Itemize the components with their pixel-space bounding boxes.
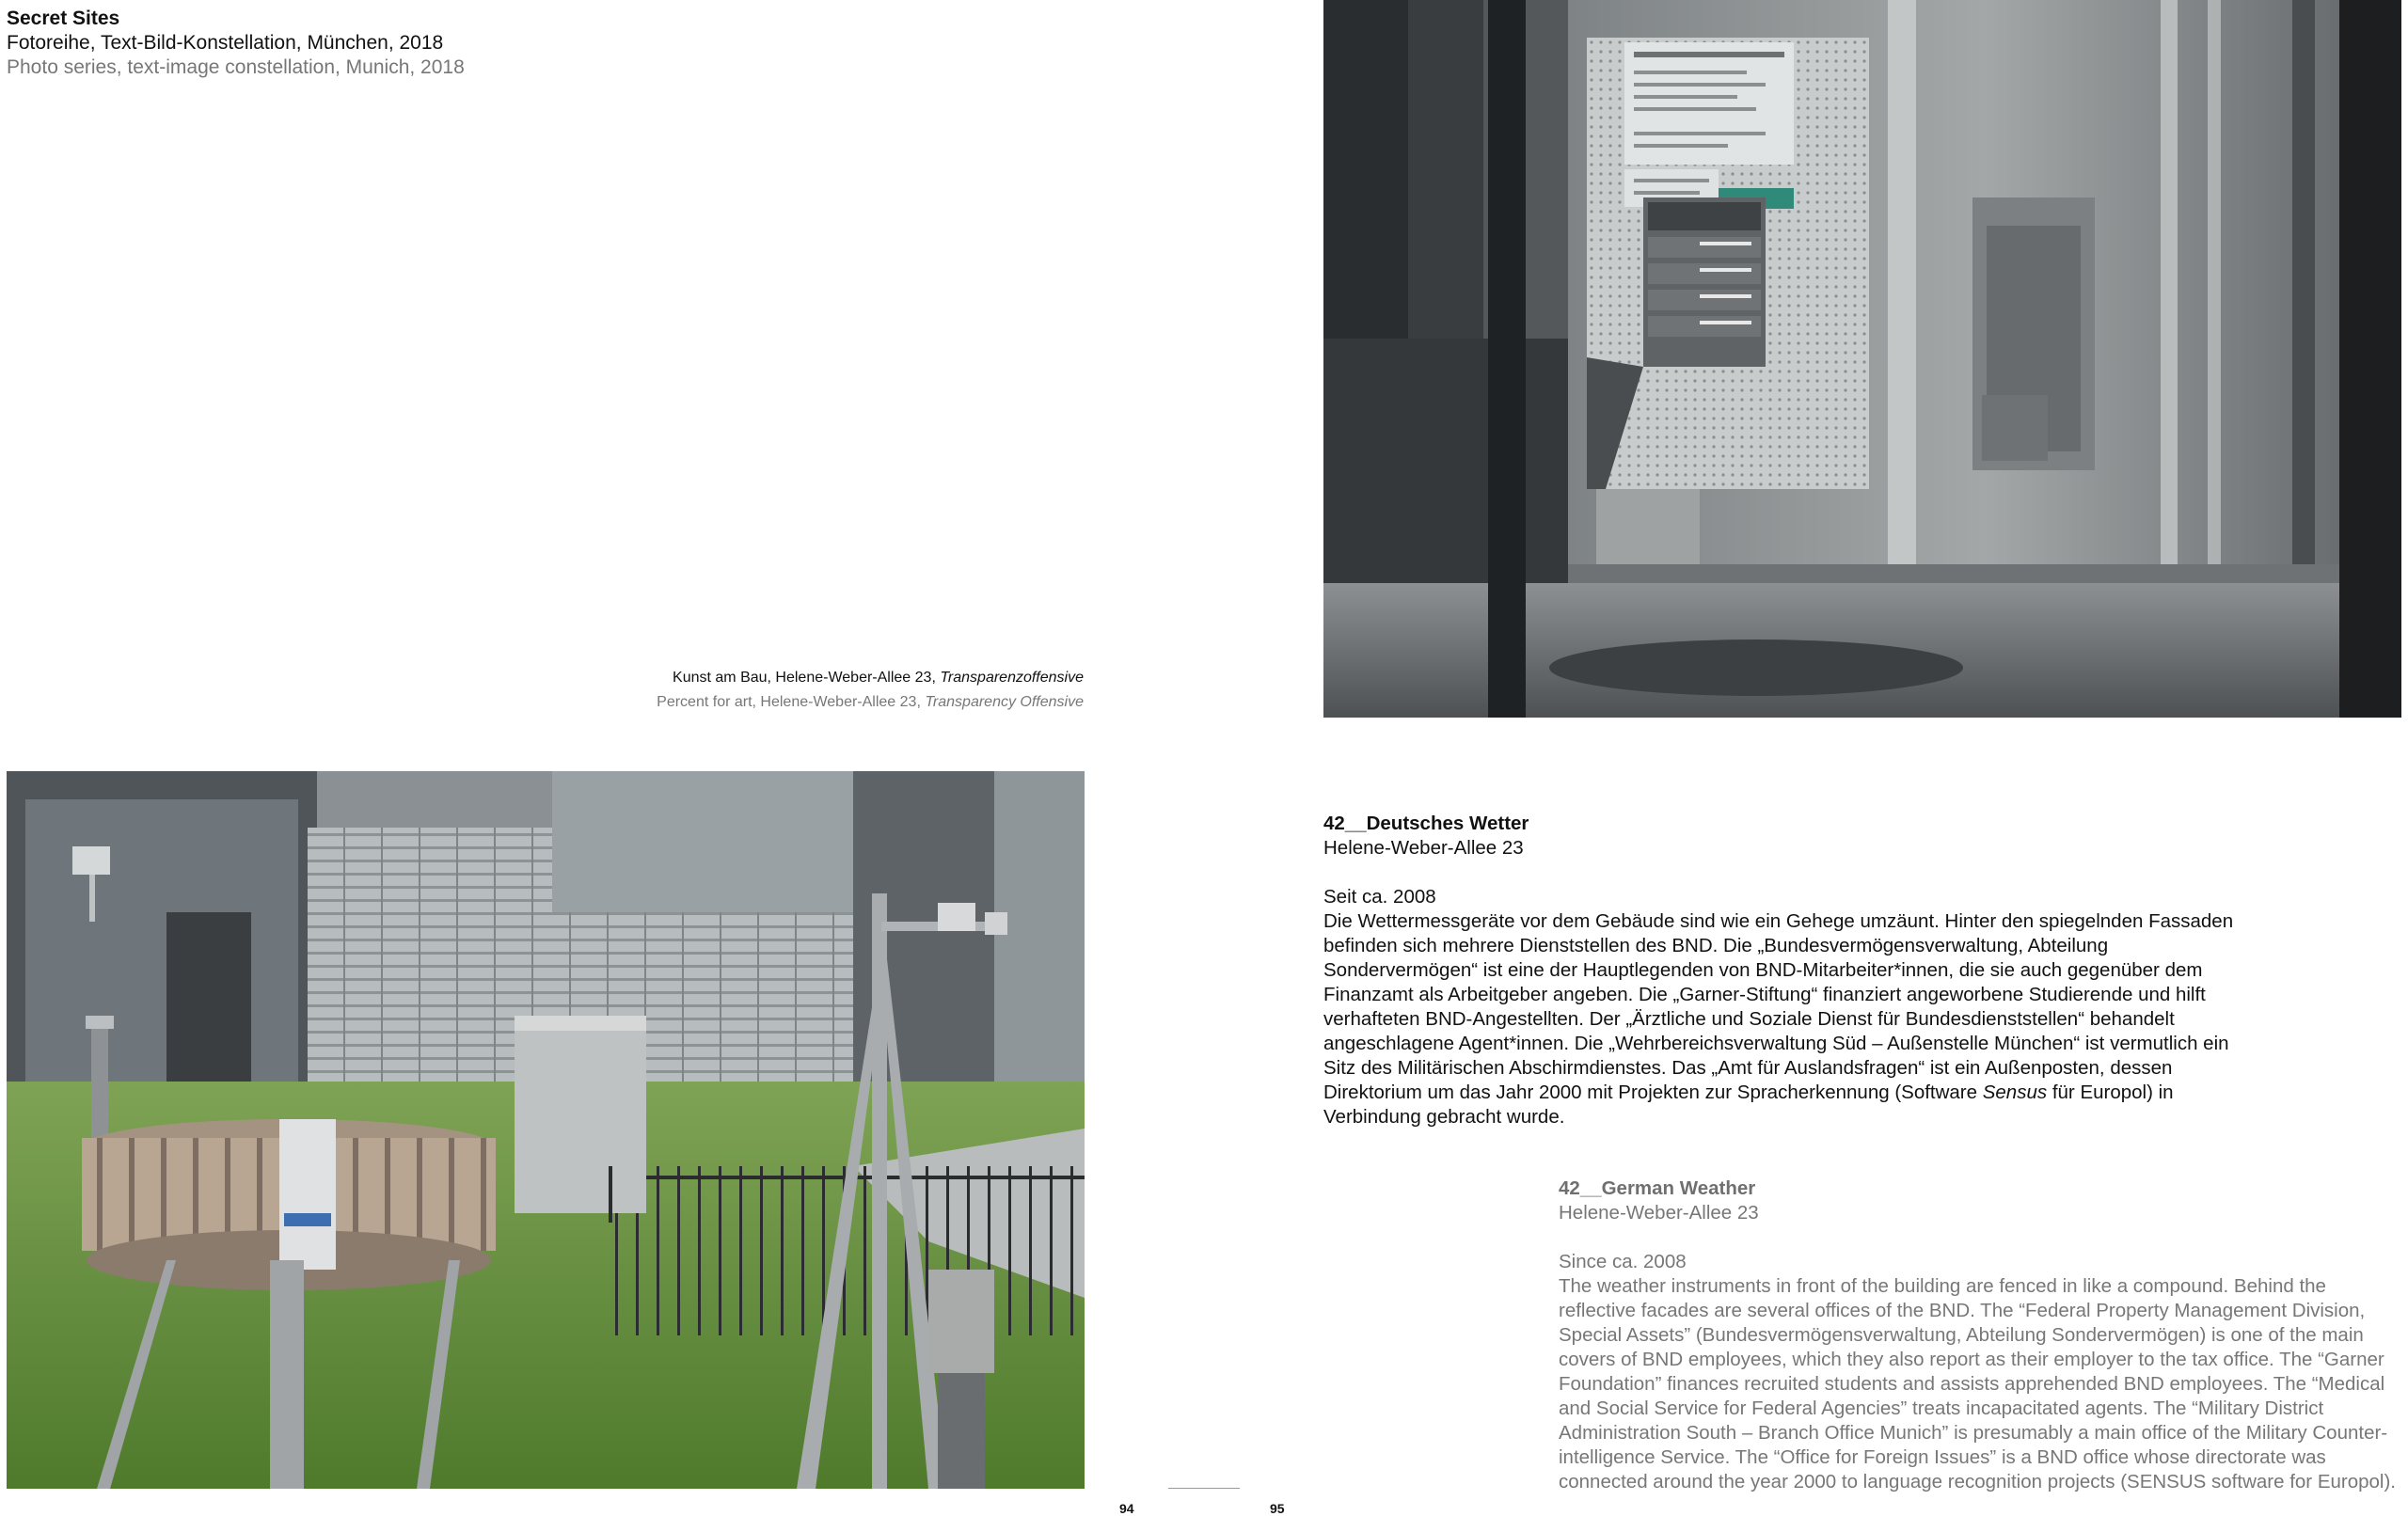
entry-de-since: Seit ca. 2008	[1323, 886, 1436, 908]
page-number-right: 95	[1270, 1501, 1285, 1516]
page-number-left: 94	[1119, 1501, 1134, 1516]
caption-de	[657, 666, 1084, 690]
entry-en-since: Since ca. 2008	[1559, 1251, 1687, 1272]
page-header	[7, 7, 465, 80]
caption-de-text: Kunst am Bau, Helene-Weber-Allee 23,	[673, 670, 941, 686]
entry-de	[1323, 812, 2245, 1129]
entry-de-body	[1323, 909, 2245, 1129]
entry-de-body-end: für Europol) in Verbindung gebracht wurde.	[1323, 1082, 2174, 1128]
photo-entrance-mailbox	[1323, 0, 2401, 718]
entry-de-title: 42__Deutsches Wetter	[1323, 813, 1529, 834]
photo-caption	[657, 666, 1084, 715]
caption-en-text: Percent for art, Helene-Weber-Allee 23,	[657, 694, 926, 710]
photo-weather-station	[7, 771, 1085, 1489]
entry-en-body: The weather instruments in front of the building are fenced in like a compound. Behind the reflective facades are several offices of the BND. The “Federal Property Management Division, Special Assets” (Bundesvermögensverwaltung, Abteilung Sondervermögen) is one of the main covers of BND employees, which they also report as their employer to the tax office. The “Garner Foundation” finances recruited students and assists apprehended BND employees. The “Medical and Social Service for Federal Agencies” treats incapacitated agents. The “Military District Administration South – Branch Office Munich” is presumably a main office of the Military Counter-intelligence Service. The “Office for Foreign Issues” is a BND office whose directorate was connected around the year 2000 to language recognition projects (SENSUS software for Europol).	[1559, 1275, 2396, 1492]
spacer	[1559, 1225, 2405, 1250]
entry-en-address: Helene-Weber-Allee 23	[1559, 1202, 1759, 1224]
series-subtitle-de: Fotoreihe, Text-Bild-Konstellation, München, 2018	[7, 32, 444, 54]
folio-rule	[1168, 1488, 1240, 1489]
spacer	[1323, 861, 2245, 885]
series-title: Secret Sites	[7, 8, 120, 29]
entry-de-address: Helene-Weber-Allee 23	[1323, 837, 1524, 859]
entry-en	[1559, 1176, 2405, 1494]
entry-de-body-italic: Sensus	[1982, 1082, 2048, 1103]
caption-en	[657, 690, 1084, 715]
caption-de-italic: Transparenzoffensive	[940, 670, 1084, 686]
entry-en-title: 42__German Weather	[1559, 1177, 1756, 1199]
caption-en-italic: Transparency Offensive	[925, 694, 1084, 710]
series-subtitle-en: Photo series, text-image constellation, Munich, 2018	[7, 56, 465, 78]
entry-de-body-text: Die Wettermessgeräte vor dem Gebäude sind wie ein Gehege umzäunt. Hinter den spiegelnden Fassaden befinden sich mehrere Dienststellen des BND. Die „Bundesvermögensverwaltung, Abteilung Sondervermögen“ ist eine der Hauptlegenden von BND-Mitarbeiter*innen, die sie auch gegenüber dem Finanzamt als Arbeitgeber angeben. Die „Garner-Stiftung“ finanziert angeworbene Studierende und hilft verhafteten BND-Angestellten. Der „Ärztliche und Soziale Dienst für Bundesdienststellen“ behandelt angeschlagene Agent*innen. Die „Wehrbereichsverwaltung Süd – Außenstelle München“ ist vermutlich ein Sitz des Militärischen Abschirmdienstes. Das „Amt für Auslandsfragen“ ist ein Außenposten, dessen Direktorium um das Jahr 2000 mit Projekten zur Spracherkennung (Software	[1323, 910, 2234, 1103]
